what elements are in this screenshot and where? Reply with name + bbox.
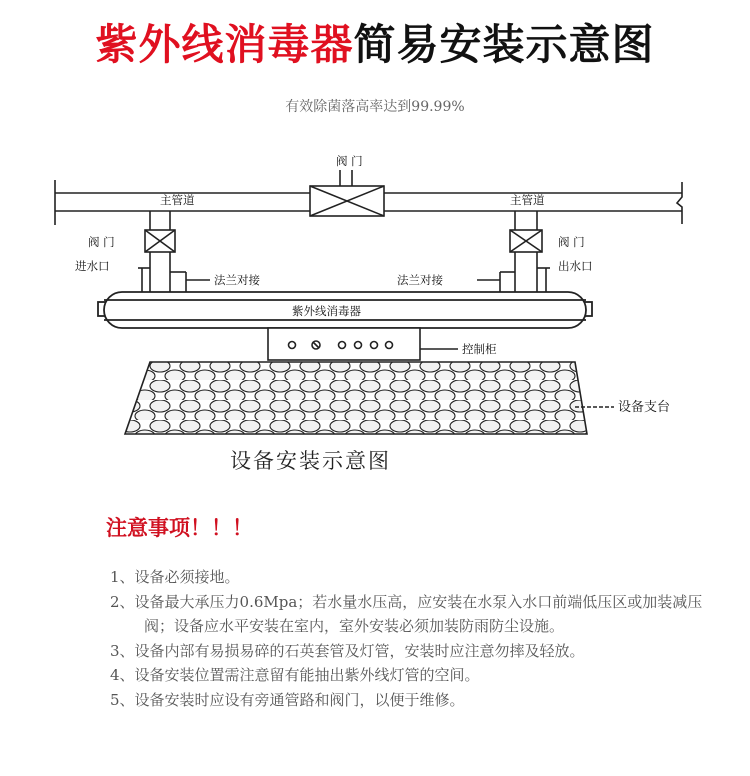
title-product: 紫外线消毒器 xyxy=(95,20,354,69)
left-valve xyxy=(145,230,175,252)
note-item-2: 2、设备最大承压力0.6Mpa；若水量水压高，应安装在水泵入水口前端低压区或加装减压阀；设备应水平安装在室内，室外安装必须加装防雨防尘设施。 xyxy=(110,592,703,635)
installation-diagram xyxy=(0,140,750,440)
notes-list xyxy=(110,565,720,712)
note-item-4: 4、设备安装位置需注意留有能抽出紫外线灯管的空间。 xyxy=(110,666,480,684)
subtitle: 有效除菌落高率达到99.99% xyxy=(285,99,465,115)
control-box-label: 控制柜 xyxy=(462,342,497,356)
top-valve-label: 阀 门 xyxy=(336,154,363,168)
inlet-label: 进水口 xyxy=(75,259,110,273)
support-stand xyxy=(125,362,614,434)
note-item-5: 5、设备安装时应设有旁通管路和阀门，以便于维修。 xyxy=(110,690,465,709)
left-valve-label: 阀 门 xyxy=(88,235,115,249)
flange-label-right: 法兰对接 xyxy=(397,273,443,287)
note-item-1: 1、设备必须接地。 xyxy=(110,568,240,586)
top-valve xyxy=(310,170,384,216)
notes-heading: 注意事项！！！ xyxy=(106,515,253,540)
page-title xyxy=(0,12,750,72)
right-valve xyxy=(510,230,542,252)
main-pipe-label-left: 主管道 xyxy=(160,193,195,207)
sterilizer-label: 紫外线消毒器 xyxy=(292,304,361,318)
main-pipe-label-right: 主管道 xyxy=(510,193,545,207)
right-valve-label: 阀 门 xyxy=(558,235,585,249)
outlet-label: 出水口 xyxy=(558,259,593,273)
diagram-caption: 设备安装示意图 xyxy=(230,449,391,473)
support-label: 设备支台 xyxy=(618,400,671,415)
control-box xyxy=(268,328,458,360)
title-suffix: 简易安装示意图 xyxy=(353,20,655,69)
note-item-3: 3、设备内部有易损易碎的石英套管及灯管，安装时应注意勿摔及轻放。 xyxy=(110,641,585,660)
flange-label-left: 法兰对接 xyxy=(214,273,260,287)
